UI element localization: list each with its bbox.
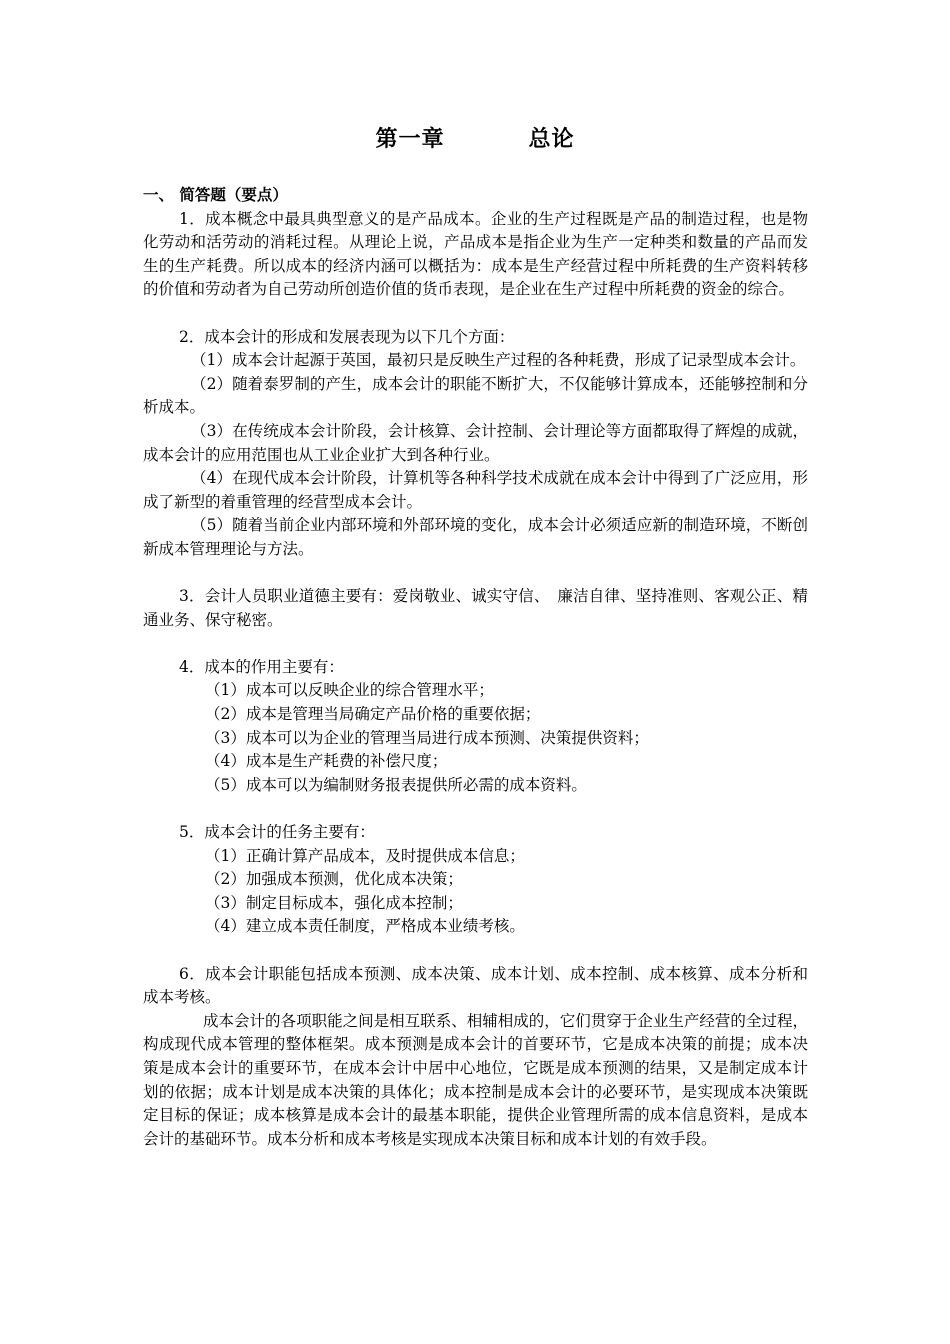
paragraph-spacer (143, 562, 808, 586)
paragraph-spacer (143, 632, 808, 656)
answer-6-intro: 6．成本会计职能包括成本预测、成本决策、成本计划、成本控制、成本核算、成本分析和成本考核。 (143, 964, 808, 1007)
answer-6-body: 成本会计的各项职能之间是相互联系、相辅相成的，它们贯穿于企业生产经营的全过程，构成现代成本管理的整体框架。成本预测是成本会计的首要环节，它是成本决策的前提；成本决策是成本会计的重要环节，在成本会计中居中心地位，它既是成本预测的结果，又是制定成本计划的依据；成本计划是成本决策的具体化；成本控制是成本会计的必要环节，是实现成本决策既定目标的保证；成本核算是成本会计的最基本职能，提供企业管理所需的成本信息资料，是成本会计的基础环节。成本分析和成本考核是实现成本决策目标和成本计划的有效手段。 (143, 1011, 808, 1148)
list-item: （2）加强成本预测，优化成本决策； (205, 870, 463, 889)
answer-2-item: （3）在传统成本会计阶段，会计核算、会计控制、会计理论等方面都取得了辉煌的成就，成本会计的应用范围也从工业企业扩大到各种行业。 (143, 421, 808, 464)
list-item: （4）成本是生产耗费的补偿尺度； (205, 752, 448, 771)
chapter-number: 第一章 (375, 127, 445, 152)
answer-2-item: （1）成本会计起源于英国，最初只是反映生产过程的各种耗费，形成了记录型成本会计。 (191, 351, 806, 370)
answer-1: 1．成本概念中最具典型意义的是产品成本。企业的生产过程既是产品的制造过程，也是物化劳动和活劳动的消耗过程。从理论上说，产品成本是指企业为生产一定种类和数量的产品而发生的生产耗费。所以成本的经济内涵可以概括为：成本是生产经营过程中所耗费的生产资料转移的价值和劳动者为自己劳动所创造价值的货币表现，是企业在生产过程中所耗费的资金的综合。 (143, 209, 808, 299)
chapter-title (0, 124, 950, 156)
list-item: （5）成本可以为编制财务报表提供所必需的成本资料。 (205, 775, 587, 794)
answer-2-item: （4）在现代成本会计阶段，计算机等各种科学技术成就在成本会计中得到了广泛应用，形成了新型的着重管理的经营型成本会计。 (143, 469, 808, 511)
list-item: （1）正确计算产品成本，及时提供成本信息； (205, 846, 525, 865)
list-item: （2）成本是管理当局确定产品价格的重要依据； (205, 705, 541, 724)
list-item: （3）制定目标成本，强化成本控制； (205, 893, 463, 912)
answer-4-list (143, 679, 808, 797)
list-item: （4）建立成本责任制度，严格成本业绩考核。 (205, 917, 525, 936)
chapter-name: 总论 (528, 127, 575, 152)
answer-5-list (143, 845, 808, 939)
section-heading: 一、 简答题（要点） (143, 186, 288, 204)
list-item: （3）成本可以为企业的管理当局进行成本预测、决策提供资料； (205, 728, 649, 747)
answer-2-item: （2）随着泰罗制的产生，成本会计的职能不断扩大，不仅能够计算成本，还能够控制和分析成本。 (143, 374, 808, 417)
answer-2-item: （5）随着当前企业内部环境和外部环境的变化，成本会计必须适应新的制造环境，不断创新成本管理理论与方法。 (143, 516, 808, 558)
answer-2-intro: 2．成本会计的形成和发展表现为以下几个方面： (179, 327, 515, 346)
answer-5-intro: 5．成本会计的任务主要有： (179, 823, 375, 842)
answer-4-intro: 4．成本的作用主要有： (179, 657, 344, 676)
paragraph-spacer (143, 302, 808, 326)
paragraph-spacer (143, 797, 808, 821)
document-body (143, 184, 808, 1151)
answer-3: 3．会计人员职业道德主要有：爱岗敬业、诚实守信、 廉洁自律、坚持准则、客观公正、精通业务、保守秘密。 (143, 587, 808, 629)
list-item: （1）成本可以反映企业的综合管理水平； (205, 681, 494, 700)
paragraph-spacer (143, 939, 808, 963)
